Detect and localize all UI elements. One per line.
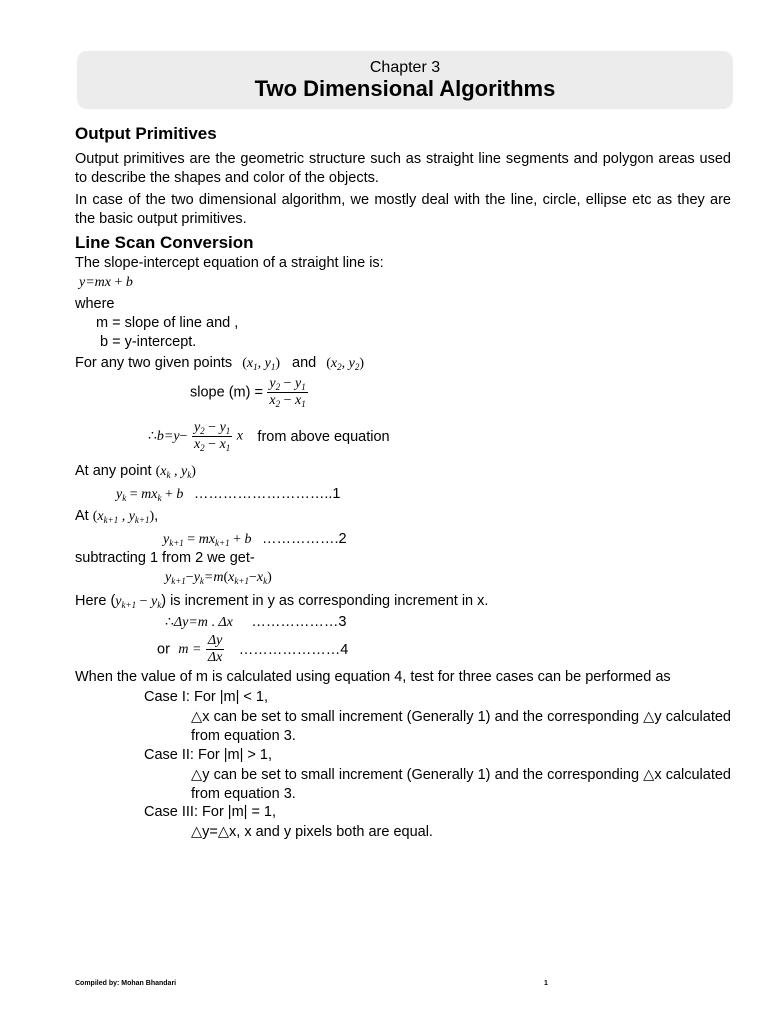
difference-equation: $y_{k+1}-y_k=m(x_{k+1}-x_k)$ (165, 570, 272, 586)
b-derivation: ∴b=y− $\frac{y_2 - y_1}{x_2 - x_1}$ x from above equation (148, 420, 390, 453)
case-1-label: Case I: For |m| < 1, (144, 689, 268, 705)
case-2-label: Case II: For |m| > 1, (144, 747, 273, 763)
footer-compiled-by: Compiled by: Mohan Bhandari (75, 980, 177, 987)
two-points-text: For any two given points (75, 355, 233, 371)
equation-line: y=mx + b (79, 275, 133, 290)
slope-intercept-intro: The slope-intercept equation of a straight line is: (75, 255, 384, 271)
equation-2-number: …………….2 (261, 531, 347, 547)
paragraph-output-primitives-1: Output primitives are the geometric structure such as straight line segments and polygon areas used to describe the shapes and color of the objects. (75, 151, 731, 186)
point-2: ($x_2$, $y_2$) (326, 356, 365, 372)
where-label: where (75, 296, 115, 312)
point-k1: ($x_{k+1}$ , $y_{k+1}$) (92, 509, 155, 525)
case-3-body: △y=△x, x and y pixels both are equal. (191, 824, 433, 840)
delta-fraction: $\frac{\Delta y}{\Delta x}$ (207, 633, 223, 665)
case-1-body: △x can be set to small increment (Generally 1) and the corresponding △y calculated from equation 3. (191, 709, 731, 744)
slope-label: slope (m) = (190, 384, 263, 401)
here-line: Here $(y_{k+1} - y_k)$ is increment in y as corresponding increment in x. (75, 593, 489, 610)
b-fraction: $\frac{y_2 - y_1}{x_2 - x_1}$ (193, 420, 231, 453)
point-k: ($x_k$ , $y_k$) (155, 464, 196, 480)
m-definition: m = slope of line and , (96, 315, 239, 331)
slope-formula (190, 376, 308, 409)
at-any-point-text: At any point (75, 463, 152, 479)
equation-4-number: …………………4 (238, 641, 349, 658)
chapter-title: Two Dimensional Algorithms (254, 76, 556, 101)
here-rest-text: ) is increment in y as corresponding increment in x. (161, 593, 489, 609)
case-2-body: △y can be set to small increment (Generally 1) and the corresponding △x calculated from equation 3. (191, 767, 731, 802)
or-text: or (157, 641, 170, 658)
equation-3-number: ………………3 (251, 614, 347, 630)
at-point-k1-line: At ($x_{k+1}$ , $y_{k+1}$), (75, 508, 159, 525)
when-text: When the value of m is calculated using equation 4, test for three cases can be performed as (75, 669, 671, 685)
equation-1-number: ………………………..1 (193, 486, 341, 502)
at-text: At (75, 508, 89, 524)
equation-2: $y_{k+1} = mx_{k+1} + b$ …………….2 (163, 531, 347, 548)
chapter-header (77, 51, 733, 109)
paragraph-output-primitives-2: In case of the two dimensional algorithm, we mostly deal with the line, circle, ellipse etc as they are the basic output primitives. (75, 192, 731, 227)
section-heading-output-primitives: Output Primitives (75, 124, 217, 143)
section-heading-line-scan: Line Scan Conversion (75, 233, 254, 252)
from-above-text: from above equation (257, 428, 390, 445)
and-text: and (292, 355, 317, 371)
two-points-line (75, 355, 364, 372)
equation-3: ∴Δy=m . Δx ………………3 (165, 614, 347, 630)
subtracting-text: subtracting 1 from 2 we get- (75, 550, 255, 566)
here-text: Here ( (75, 593, 116, 609)
case-3-label: Case III: For |m| = 1, (144, 804, 277, 820)
chapter-number: Chapter 3 (369, 59, 441, 76)
equation-4: or m = $\frac{\Delta y}{\Delta x}$ …………………4 (157, 633, 349, 665)
point-1: ($x_1$, $y_1$) (242, 356, 280, 372)
equation-1: $y_k = mx_k + b$ ………………………..1 (116, 486, 341, 503)
at-any-point-line (75, 463, 196, 480)
footer-page-number: 1 (544, 980, 548, 987)
b-definition: b = y-intercept. (100, 334, 197, 350)
slope-fraction: $\frac{y_2 - y_1}{x_2 - x_1}$ (269, 376, 306, 409)
